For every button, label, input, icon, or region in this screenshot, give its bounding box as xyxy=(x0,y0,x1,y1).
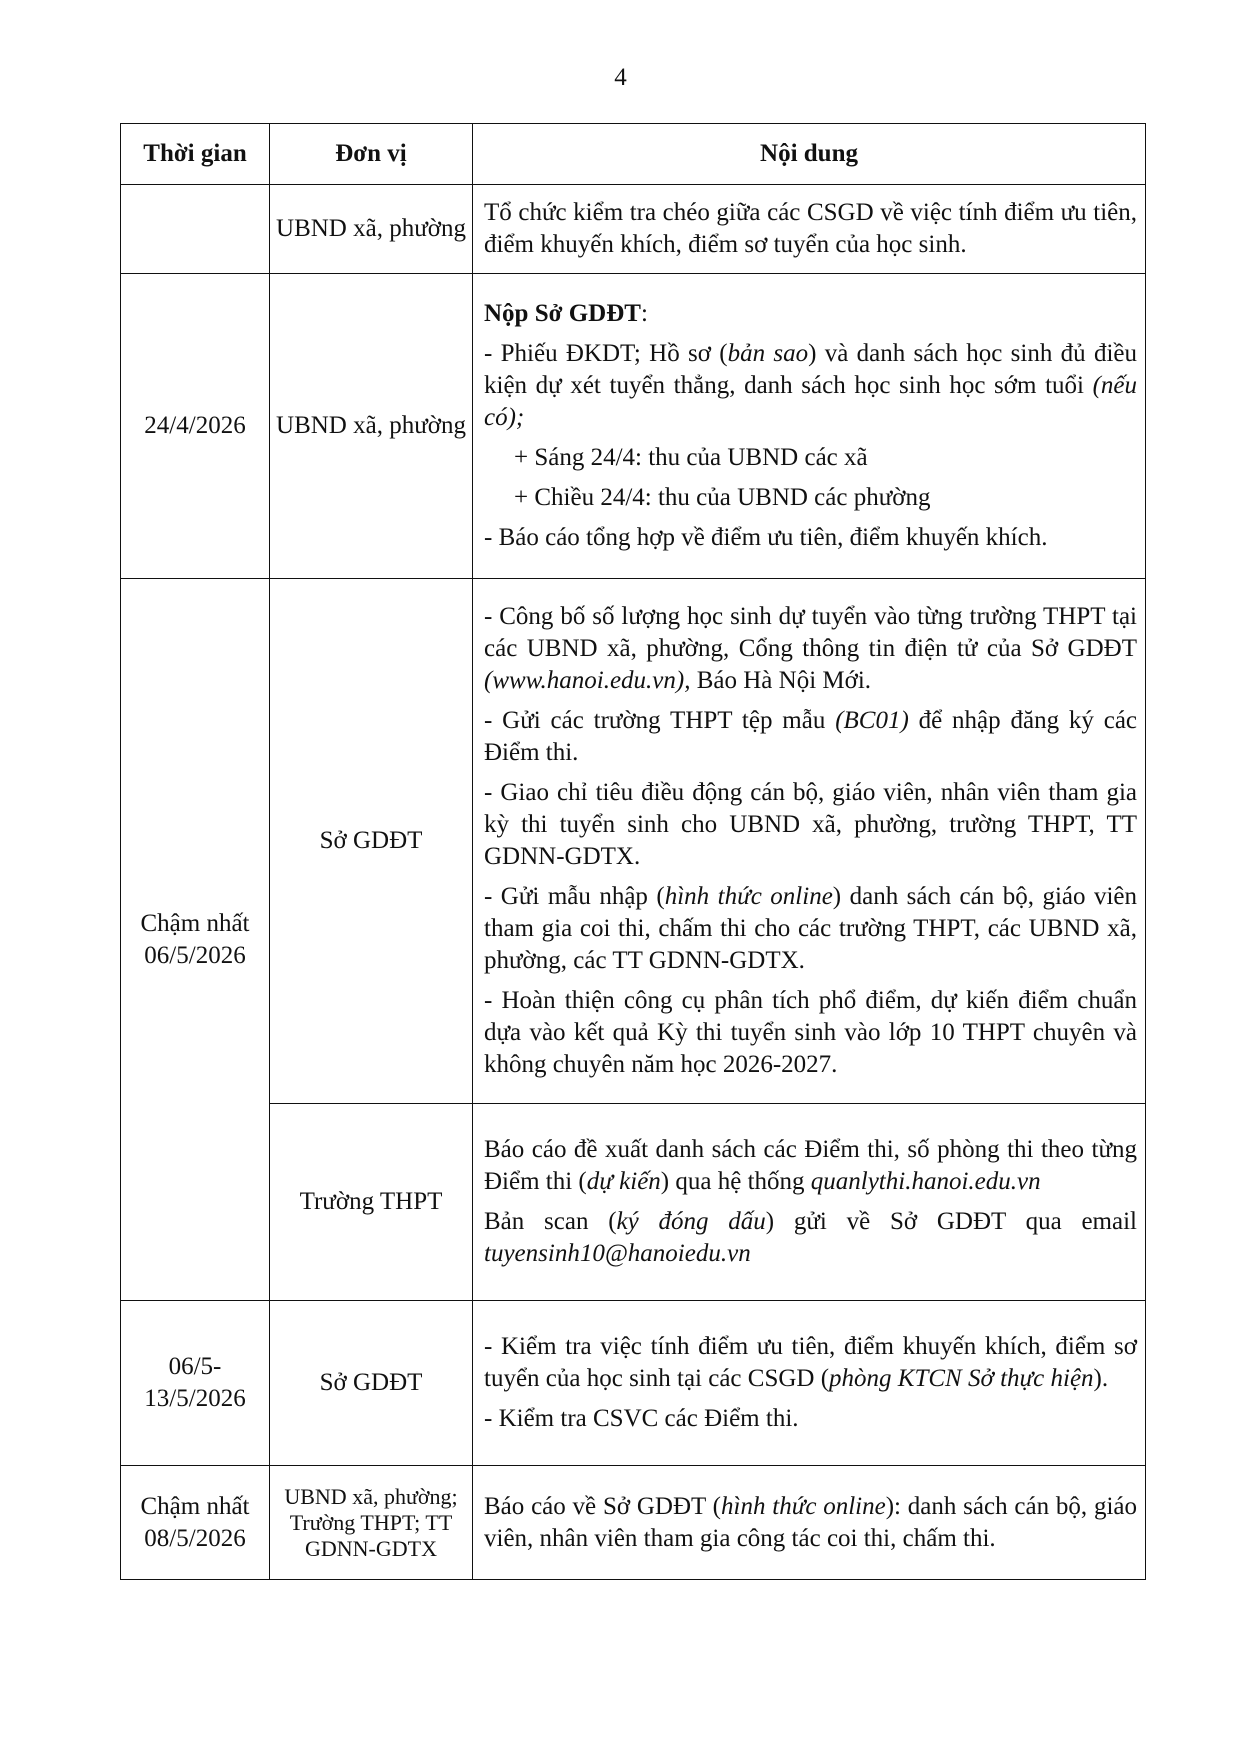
time-cell: Chậm nhất 08/5/2026 xyxy=(121,1466,270,1580)
time-cell: Chậm nhất 06/5/2026 xyxy=(121,579,270,1301)
content-cell xyxy=(473,1466,1146,1580)
content-paragraph: - Gửi các trường THPT tệp mẫu (BC01) để nhập đăng ký các Điểm thi. xyxy=(484,707,1138,766)
content-paragraph: - Công bố số lượng học sinh dự tuyển vào từng trường THPT tại các UBND xã, phường, Cổng thông tin điện tử của Sở GDĐT (www.hanoi.edu.vn), Báo Hà Nội Mới. xyxy=(484,603,1137,694)
table-header-row xyxy=(121,124,1146,185)
unit-cell: Sở GDĐT xyxy=(270,1301,473,1466)
content-cell xyxy=(473,185,1146,274)
unit-cell: Sở GDĐT xyxy=(270,579,473,1104)
unit-cell: UBND xã, phường; Trường THPT; TT GDNN-GDTX xyxy=(270,1466,473,1580)
time-cell: 24/4/2026 xyxy=(121,274,270,579)
content-subitem: + Chiều 24/4: thu của UBND các phường xyxy=(514,484,931,511)
table-row xyxy=(121,1466,1146,1580)
content-cell xyxy=(473,1104,1146,1301)
header-time: Thời gian xyxy=(121,124,270,185)
time-cell xyxy=(121,185,270,274)
table-row xyxy=(121,1104,1146,1301)
content-subitem: + Sáng 24/4: thu của UBND các xã xyxy=(514,444,868,471)
time-cell: 06/5-13/5/2026 xyxy=(121,1301,270,1466)
content-cell xyxy=(473,579,1146,1104)
content-paragraph: - Kiểm tra việc tính điểm ưu tiên, điểm khuyến khích, điểm sơ tuyển của học sinh tại các CSGD (phòng KTCN Sở thực hiện). xyxy=(484,1333,1137,1392)
content-paragraph: Tổ chức kiểm tra chéo giữa các CSGD về việc tính điểm ưu tiên, điểm khuyến khích, điểm sơ tuyển của học sinh. xyxy=(484,199,1137,258)
unit-cell: UBND xã, phường xyxy=(270,274,473,579)
content-paragraph: - Phiếu ĐKDT; Hồ sơ (bản sao) và danh sách học sinh đủ điều kiện dự xét tuyển thẳng, danh sách học sinh học sớm tuổi (nếu có); xyxy=(484,340,1137,431)
table-row xyxy=(121,1301,1146,1466)
content-cell xyxy=(473,1301,1146,1466)
header-content: Nội dung xyxy=(473,124,1146,185)
content-paragraph: Báo cáo đề xuất danh sách các Điểm thi, số phòng thi theo từng Điểm thi (dự kiến) qua hệ thống quanlythi.hanoi.edu.vn xyxy=(484,1136,1137,1195)
table-row xyxy=(121,274,1146,579)
content-paragraph: - Giao chỉ tiêu điều động cán bộ, giáo viên, nhân viên tham gia kỳ thi tuyển sinh cho UBND xã, phường, trường THPT, TT GDNN-GDTX. xyxy=(484,779,1137,870)
content-paragraph: Báo cáo về Sở GDĐT (hình thức online): danh sách cán bộ, giáo viên, nhân viên tham gia công tác coi thi, chấm thi. xyxy=(484,1492,1137,1552)
content-paragraph: - Gửi mẫu nhập (hình thức online) danh sách cán bộ, giáo viên tham gia coi thi, chấm thi cho các trường THPT, các UBND xã, phường, các TT GDNN-GDTX. xyxy=(484,883,1137,974)
schedule-table xyxy=(120,123,1146,1580)
unit-cell: UBND xã, phường xyxy=(270,185,473,274)
content-paragraph: Bản scan (ký đóng dấu) gửi về Sở GDĐT qua email tuyensinh10@hanoiedu.vn xyxy=(484,1208,1137,1267)
content-paragraph: - Hoàn thiện công cụ phân tích phổ điểm, dự kiến điểm chuẩn dựa vào kết quả Kỳ thi tuyển sinh vào lớp 10 THPT chuyên và không chuyên năm học 2026-2027. xyxy=(484,987,1137,1078)
header-unit: Đơn vị xyxy=(270,124,473,185)
table-row xyxy=(121,579,1146,1104)
unit-cell: Trường THPT xyxy=(270,1104,473,1301)
table-row xyxy=(121,185,1146,274)
content-paragraph: - Báo cáo tổng hợp về điểm ưu tiên, điểm khuyến khích. xyxy=(484,524,1048,551)
page-number: 4 xyxy=(614,64,627,91)
content-cell xyxy=(473,274,1146,579)
content-paragraph: - Kiểm tra CSVC các Điểm thi. xyxy=(484,1405,799,1432)
content-heading: Nộp Sở GDĐT: xyxy=(484,300,648,327)
